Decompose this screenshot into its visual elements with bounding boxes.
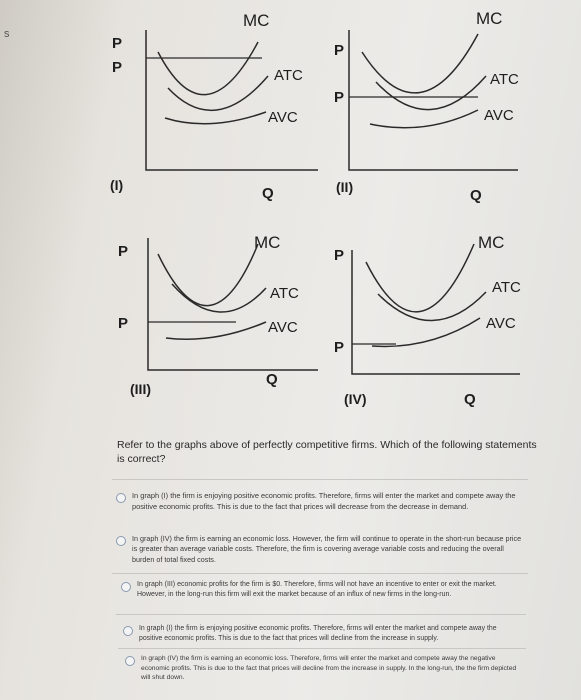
graph-4-q-label: Q bbox=[464, 391, 476, 408]
graph-4-avc-curve bbox=[372, 318, 480, 346]
graph-3-mc-curve bbox=[158, 244, 258, 306]
graph-3 bbox=[118, 233, 318, 397]
graph-1-atc-curve bbox=[168, 76, 268, 110]
graph-3-mc-label: MC bbox=[254, 233, 281, 252]
divider bbox=[112, 573, 528, 574]
graph-4-axes bbox=[352, 250, 520, 374]
graph-2-avc-curve bbox=[370, 110, 478, 128]
graph-1-avc-curve bbox=[165, 112, 266, 124]
graph-1-p-label-top: P bbox=[112, 35, 123, 52]
radio-option-2[interactable] bbox=[116, 536, 126, 546]
graph-3-roman-label: (III) bbox=[130, 381, 151, 397]
option-4[interactable] bbox=[123, 624, 519, 644]
graph-4-mc-label: MC bbox=[478, 233, 505, 252]
graph-3-atc-label: ATC bbox=[270, 285, 299, 302]
graph-2-atc-curve bbox=[376, 76, 486, 110]
graph-4 bbox=[334, 233, 521, 408]
graph-1-p-label: P bbox=[112, 59, 123, 76]
graph-3-q-label: Q bbox=[266, 371, 278, 388]
graph-1-avc-label: AVC bbox=[268, 109, 298, 126]
graph-3-avc-label: AVC bbox=[268, 319, 298, 336]
graph-4-mc-curve bbox=[366, 244, 474, 312]
option-3[interactable] bbox=[121, 580, 521, 600]
graph-2-avc-label: AVC bbox=[484, 107, 514, 124]
graph-4-roman-label: (IV) bbox=[344, 391, 367, 407]
graph-2-p-label: P bbox=[334, 89, 345, 106]
option-2-text: In graph (IV) the firm is earning an economic loss. However, the firm will continue to operate in the short-run because price is greater than average variable costs. Therefore, the firm is covering average variable costs and reducing the overall burden of total fixed costs. bbox=[132, 534, 522, 564]
graph-2-roman-label: (II) bbox=[336, 179, 354, 195]
graph-4-p-label: P bbox=[334, 339, 345, 356]
graph-1-mc-curve bbox=[158, 42, 258, 95]
graph-4-atc-label: ATC bbox=[492, 279, 521, 296]
question-prompt: Refer to the graphs above of perfectly competitive firms. Which of the following statements is correct? bbox=[117, 439, 537, 465]
divider bbox=[112, 479, 528, 480]
graph-2-q-label: Q bbox=[470, 187, 482, 204]
radio-option-3[interactable] bbox=[121, 582, 131, 592]
graph-1-axes bbox=[146, 30, 318, 170]
option-5[interactable] bbox=[125, 654, 517, 683]
option-3-text: In graph (III) economic profits for the firm is $0. Therefore, firms will not have an incentive to enter or exit the market. However, in the long-run this firm will exit the market because of an influx of new firms in the long-run. bbox=[137, 581, 497, 599]
divider bbox=[118, 648, 526, 649]
graph-1-atc-label: ATC bbox=[274, 67, 303, 84]
graph-4-p-label-top: P bbox=[334, 247, 345, 264]
graph-2-p-label-top: P bbox=[334, 42, 345, 59]
option-5-text: In graph (IV) the firm is earning an economic loss. Therefore, firms will enter the market and compete away the negative economic profits. This is due to the fact that prices will decline from the increase in supply. In the long-run, the the firm depicted will shut down. bbox=[141, 655, 517, 682]
graph-2-atc-label: ATC bbox=[490, 71, 519, 88]
graph-3-p-label-top: P bbox=[118, 243, 129, 260]
option-2[interactable] bbox=[116, 534, 526, 565]
graph-2-mc-label: MC bbox=[476, 9, 503, 28]
graph-1-roman-label: (I) bbox=[110, 177, 124, 193]
graph-1 bbox=[110, 11, 318, 202]
graph-1-q-label: Q bbox=[262, 185, 274, 202]
radio-option-1[interactable] bbox=[116, 493, 126, 503]
option-1[interactable] bbox=[116, 491, 526, 512]
graph-4-avc-label: AVC bbox=[486, 315, 516, 332]
page-edge-mark: s bbox=[4, 28, 10, 40]
graph-2 bbox=[334, 9, 519, 204]
graph-1-mc-label: MC bbox=[243, 11, 270, 30]
option-4-text: In graph (I) the firm is enjoying positive economic profits. Therefore, firms will enter the market and compete away the positive economic profits. This is due to the fact that prices will decline from the increase in supply. bbox=[139, 625, 497, 642]
graph-2-mc-curve bbox=[362, 34, 478, 93]
graph-3-p-label: P bbox=[118, 315, 129, 332]
graph-3-avc-curve bbox=[166, 322, 266, 339]
option-1-text: In graph (I) the firm is enjoying positive economic profits. Therefore, firms will enter the market and compete away the positive economic profits. This is due to the fact that prices will decrease from the decrease in demand. bbox=[132, 491, 516, 511]
radio-option-4[interactable] bbox=[123, 626, 133, 636]
radio-option-5[interactable] bbox=[125, 656, 135, 666]
graph-3-atc-curve bbox=[172, 284, 266, 312]
graph-2-axes bbox=[349, 30, 518, 170]
graph-3-axes bbox=[148, 238, 318, 370]
divider bbox=[116, 614, 526, 615]
